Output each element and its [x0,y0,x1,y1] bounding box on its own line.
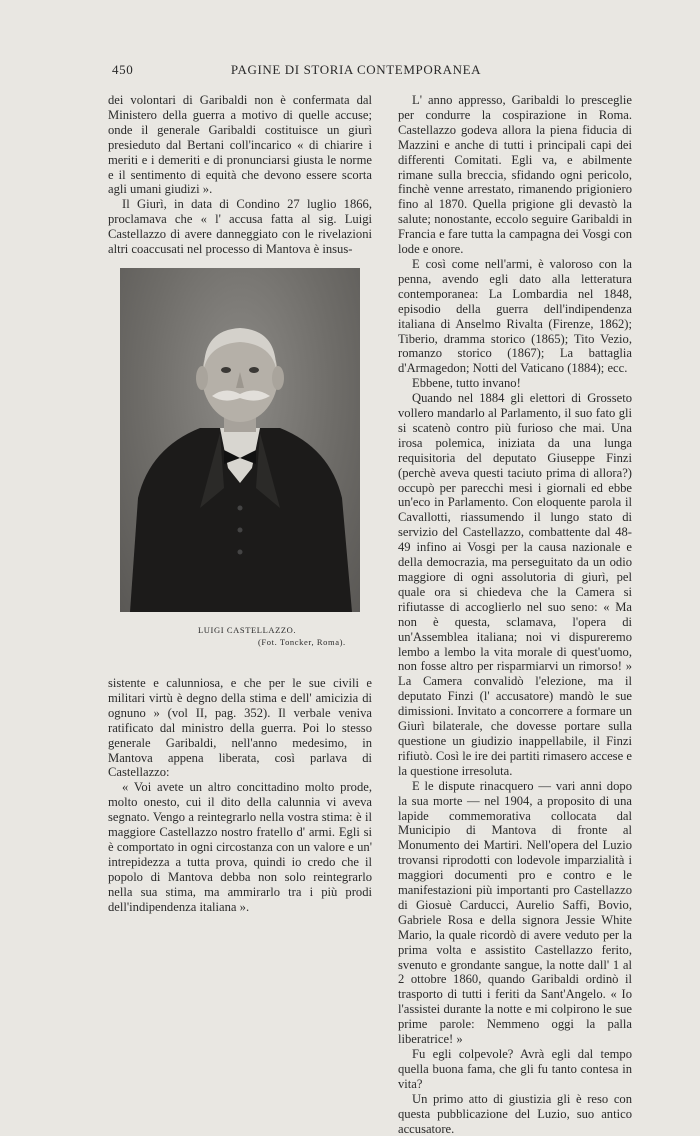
paragraph: dei volontari di Garibaldi non è confermata dal Ministero della guerra a motivo di quelle accuse; onde il generale Garibaldi costituisce un giurì presieduto dal Bertani coll'incarico « di chiarire i meriti e i demeriti e di pronunciarsi giusta le norme e il sentimento di equità che devono essere scorta agli umani giudizi ». [108,93,372,197]
paragraph: Ebbene, tutto invano! [412,376,521,391]
paragraph: « Voi avete un altro concittadino molto prode, molto onesto, cui il dito della calunnia vi aveva segnato. Vengo a reintegrarlo nella vostra stima: è il maggiore Castellazzo nostro fratello d' armi. Egli si è comportato in ogni circostanza con un valore e un' intrepidezza a tutta prova, quindi io credo che il popolo di Mantova debba non solo reintegrarlo nella sua stima, ma ammirarlo tra i più prodi dell'indipendenza italiana ». [108,780,372,914]
caption-name: LUIGI CASTELLAZZO. [198,625,297,635]
paragraph: Quando nel 1884 gli elettori di Grosseto vollero mandarlo al Parlamento, il suo fato gli si scatenò contro più furioso che mai. Una irosa polemica, iniziata da una lunga requisitoria del deputato Giuseppe Finzi (perchè aveva questi taciuto prima di allora?) occupò per parecchi mesi i giornali ed ebbe un'eco in Parlamento. Con eloquente parola il Cavallotti, riassumendo il lungo stato di servizio del Castellazzo, combattente dal 48-49 infino ai Vosgi per la causa nazionale e della democrazia, ma perseguitato da un odio maggiore di ogni assolutoria di giurì, pel quale ora si chiedeva che la Camera si rifiutasse di accoglierlo nel suo seno: « Ma non è questa, sclamava, l'opera di un'Assemblea italiana; noi vi dispureremo lembo a lembo la vita morale di quest'uomo, non fosse altro per risparmiarvi un rimorso! » La Camera convalidò l'elezione, ma il deputato Finzi (l' accusatore) mandò le sue dimissioni. Invitato a concorrere a formare un Giurì bilaterale, che dovesse portare sulla questione un giudizio inappellabile, il Finzi rifiutò. Così le ire dei partiti rimasero accese e la questione irresoluta. [398,391,632,778]
paragraph: sistente e calunniosa, e che per le sue civili e militari virtù è degno della stima e dell' amicizia di ognuno » (vol II, pag. 352). Il verbale veniva ratificato dal ministro della guerra. Poi lo stesso generale Garibaldi, nell'anno medesimo, in Mantova appena liberata, così parlava di Castellazzo: [108,676,372,780]
right-column [398,93,632,1136]
running-title: PAGINE DI STORIA CONTEMPORANEA [230,62,482,77]
caption-credit: (Fot. Toncker, Roma). [258,637,346,647]
page-number: 450 [112,62,134,77]
left-column-top [108,93,372,257]
paragraph: L' anno appresso, Garibaldi lo presceglie per condurre la cospirazione in Roma. Castellazzo godeva allora la piena fiducia di Mazzini e anche di tutti i principali capi dei differenti Comitati. Egli va, e abilmente rimane sulla breccia, sfidando ogni pericolo, finchè venne arrestato, rimanendo prigioniero fino al 1870. Quella prigione gli devastò la salute; nonostante, eccolo seguire Garibaldi in Francia e fare tutta la campagna dei Vosgi con lode e onore. [398,93,632,257]
left-column-bottom [108,676,372,915]
paragraph: E le dispute rinacquero — vari anni dopo la sua morte — nel 1904, a proposito di una lapide commemorativa collocata dal Municipio di Mantova di fronte al Monumento dei Martiri. Nell'opera del Luzio trovansi riprodotti con lodevole imparzialità i maggiori documenti pro e contro e le manifestazioni più importanti pro Castellazzo di Giosuè Carducci, Aurelio Saffi, Bovio, Gabriele Rosa e della signora Jessie White Mario, la quale ricordò di avere veduto per la prima volta e assistito Castellazzo ferito, svenuto e grondante sangue, la notte dall' 1 al 2 ottobre 1860, quando Garibaldi ordinò il trasporto di tutti i feriti da Sant'Angelo. « Io l'assistei durante la notte e mi colpirono le sue prime parole: Nemmeno oggi la palla liberatrice! » [398,778,632,1047]
paragraph: Fu egli colpevole? Avrà egli dal tempo quella buona fama, che gli fu tanto contesa in vita? [398,1047,632,1091]
page-header [108,62,604,80]
paragraph: Il Giurì, in data di Condino 27 luglio 1866, proclamava che « l' accusa fatta al sig. Luigi Castellazzo di avere danneggiato con le rivelazioni altri coaccusati nel processo di Mantova è insus- [108,197,372,257]
paragraph: Un primo atto di giustizia gli è reso con questa pubblicazione del Luzio, suo antico accusatore. [398,1091,632,1136]
portrait-photo [120,268,360,612]
paragraph: E così come nell'armi, è valoroso con la penna, avendo egli dato alla letteratura contemporanea: La Lombardia nel 1848, episodio della guerra dell'indipendenza italiana di Anselmo Rivalta (Firenze, 1862); Tiberio, dramma storico (1865); Tito Vezio, romanzo storico (1867); La battaglia d'Armagedon; Notti del Vaticano (1884); ecc. [398,256,632,376]
photo-caption [150,624,370,648]
